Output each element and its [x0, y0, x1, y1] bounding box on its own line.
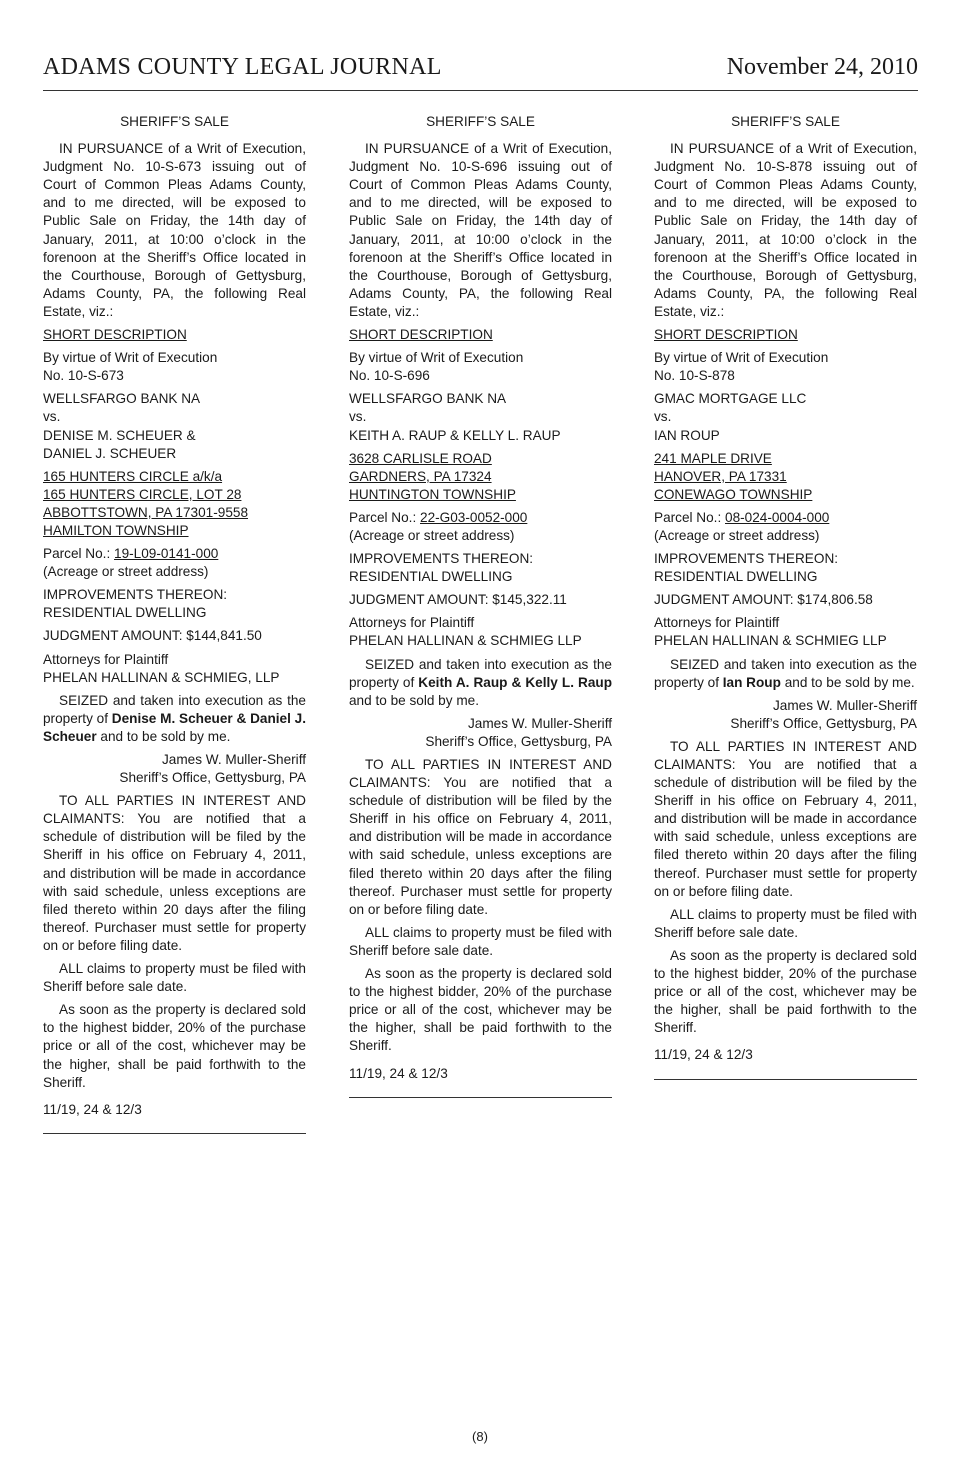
writ-block: [43, 349, 306, 385]
owner-names: Denise M. Scheuer & Daniel J. Scheuer: [43, 710, 306, 744]
parties-notice: TO ALL PARTIES IN INTEREST AND CLAIMANTS: You are notified that a schedule of distribution will be filed by the Sheriff in his office on February 4, 2011, and distribution will be made in accordance with said schedule, unless exceptions are filed thereto within 20 days after the filing thereof. Purchaser must settle for property on or before filing date.: [43, 793, 306, 953]
attorneys-block: [349, 614, 612, 650]
parcel-number: 08-024-0004-000: [725, 509, 830, 525]
claims-notice: ALL claims to property must be filed with Sheriff before sale date.: [654, 906, 917, 940]
property-address: [654, 450, 917, 504]
acreage-note: (Acreage or street address): [349, 527, 515, 543]
parcel-block: [349, 509, 612, 545]
parties-block: [349, 390, 612, 444]
versus: vs.: [654, 409, 672, 425]
column-divider: [349, 1097, 612, 1098]
judgment-amount: JUDGMENT AMOUNT: $145,322.11: [349, 592, 567, 608]
short-description-label: SHORT DESCRIPTION: [654, 327, 798, 343]
address-line: 3628 CARLISLE ROAD: [349, 450, 492, 466]
defendant: DANIEL J. SCHEUER: [43, 445, 177, 461]
address-line: HUNTINGTON TOWNSHIP: [349, 486, 516, 502]
improvements-label: IMPROVEMENTS THEREON:: [654, 551, 839, 567]
attorneys-label: Attorneys for Plaintiff: [43, 651, 169, 667]
short-description-label: SHORT DESCRIPTION: [349, 327, 493, 343]
attorneys-label: Attorneys for Plaintiff: [349, 615, 475, 631]
parcel-block: [43, 545, 306, 581]
parties-block: [654, 390, 917, 444]
improvements-value: RESIDENTIAL DWELLING: [654, 569, 818, 585]
parties-notice: TO ALL PARTIES IN INTEREST AND CLAIMANTS: You are notified that a schedule of distribution will be filed by the Sheriff in his office on February 4, 2011, and distribution will be made in accordance with said schedule, unless exceptions are filed thereto within 20 days after the filing thereof. Purchaser must settle for property on or before filing date.: [349, 757, 612, 917]
claims-notice: ALL claims to property must be filed with Sheriff before sale date.: [43, 961, 306, 995]
versus: vs.: [349, 409, 367, 425]
parcel-label: Parcel No.:: [654, 509, 726, 525]
claims-notice: ALL claims to property must be filed with Sheriff before sale date.: [349, 924, 612, 958]
acreage-note: (Acreage or street address): [654, 527, 820, 543]
improvements-block: [349, 550, 612, 586]
notice-intro: IN PURSUANCE of a Writ of Execution, Judgment No. 10-S-878 issuing out of Court of Common Pleas Adams County, and to me directed, will be exposed to Public Sale on Friday, the 14th day of January, 2011, at 10:00 o’clock in the forenoon at the Sheriff’s Office located in the Courthouse, Borough of Gettysburg, Adams County, PA, the following Real Estate, viz.:: [654, 141, 917, 319]
notice-intro: IN PURSUANCE of a Writ of Execution, Judgment No. 10-S-673 issuing out of Court of Common Pleas Adams County, and to me directed, will be exposed to Public Sale on Friday, the 14th day of January, 2011, at 10:00 o’clock in the forenoon at the Sheriff’s Office located in the Courthouse, Borough of Gettysburg, Adams County, PA, the following Real Estate, viz.:: [43, 141, 306, 319]
owner-names: Ian Roup: [722, 674, 781, 690]
attorneys-name: PHELAN HALLINAN & SCHMIEG LLP: [654, 633, 887, 649]
address-line: 241 MAPLE DRIVE: [654, 450, 772, 466]
column-divider: [654, 1079, 917, 1080]
improvements-label: IMPROVEMENTS THEREON:: [43, 587, 228, 603]
notice-heading: SHERIFF’S SALE: [426, 114, 535, 129]
writ-block: [349, 349, 612, 385]
seized-statement: SEIZED and taken into execution as the property of Ian Roup and to be sold by me.: [654, 656, 917, 690]
signer-office: Sheriff’s Office, Gettysburg, PA: [425, 733, 612, 749]
signature-block: [349, 715, 612, 751]
writ-line: By virtue of Writ of Execution: [43, 350, 218, 366]
notice-column-1: [43, 113, 306, 1134]
page-number: (8): [472, 1429, 488, 1444]
defendant: DENISE M. SCHEUER &: [43, 427, 196, 443]
parties-notice: TO ALL PARTIES IN INTEREST AND CLAIMANTS: You are notified that a schedule of distribution will be filed by the Sheriff in his office on February 4, 2011, and distribution will be made in accordance with said schedule, unless exceptions are filed thereto within 20 days after the filing thereof. Purchaser must settle for property on or before filing date.: [654, 738, 917, 899]
payment-notice: As soon as the property is declared sold to the highest bidder, 20% of the purchase price or all of the cost, whichever may be the higher, shall be paid forthwith to the Sheriff.: [654, 947, 917, 1036]
versus: vs.: [43, 409, 61, 425]
plaintiff: WELLSFARGO BANK NA: [349, 391, 507, 407]
address-line: HAMILTON TOWNSHIP: [43, 522, 189, 538]
signer-office: Sheriff’s Office, Gettysburg, PA: [119, 770, 306, 786]
writ-number: No. 10-S-696: [349, 368, 430, 384]
improvements-value: RESIDENTIAL DWELLING: [349, 569, 513, 585]
signature-block: [43, 751, 306, 787]
property-address: [349, 450, 612, 504]
improvements-block: [654, 550, 917, 586]
signer-office: Sheriff’s Office, Gettysburg, PA: [730, 715, 917, 731]
payment-notice: As soon as the property is declared sold to the highest bidder, 20% of the purchase price or all of the cost, whichever may be the higher, shall be paid forthwith to the Sheriff.: [43, 1002, 306, 1090]
improvements-value: RESIDENTIAL DWELLING: [43, 605, 207, 621]
notice-heading: SHERIFF’S SALE: [731, 114, 840, 129]
defendant: IAN ROUP: [654, 427, 720, 443]
attorneys-name: PHELAN HALLINAN & SCHMIEG, LLP: [43, 669, 280, 685]
signer-name: James W. Muller-Sheriff: [161, 752, 306, 767]
attorneys-name: PHELAN HALLINAN & SCHMIEG LLP: [349, 633, 582, 649]
parties-block: [43, 390, 306, 462]
notice-column-2: [349, 113, 612, 1098]
masthead: [43, 54, 918, 91]
attorneys-label: Attorneys for Plaintiff: [654, 615, 780, 631]
attorneys-block: [654, 614, 917, 650]
address-line: HANOVER, PA 17331: [654, 468, 787, 484]
publication-dates: 11/19, 24 & 12/3: [43, 1101, 142, 1117]
writ-block: [654, 349, 917, 385]
judgment-amount: JUDGMENT AMOUNT: $174,806.58: [654, 592, 873, 608]
owner-names: Keith A. Raup & Kelly L. Raup: [418, 674, 612, 690]
notice-heading: SHERIFF’S SALE: [120, 114, 229, 129]
seized-statement: SEIZED and taken into execution as the property of Denise M. Scheuer & Daniel J. Scheuer and to be sold by me.: [43, 692, 306, 744]
property-address: [43, 468, 306, 540]
parcel-label: Parcel No.:: [349, 509, 421, 525]
seized-statement: SEIZED and taken into execution as the property of Keith A. Raup & Kelly L. Raup and to be sold by me.: [349, 656, 612, 708]
publication-dates: 11/19, 24 & 12/3: [654, 1047, 753, 1063]
address-line: GARDNERS, PA 17324: [349, 468, 492, 484]
plaintiff: GMAC MORTGAGE LLC: [654, 391, 807, 407]
short-description-label: SHORT DESCRIPTION: [43, 327, 187, 343]
address-line: CONEWAGO TOWNSHIP: [654, 486, 813, 502]
plaintiff: WELLSFARGO BANK NA: [43, 391, 201, 407]
payment-notice: As soon as the property is declared sold to the highest bidder, 20% of the purchase price or all of the cost, whichever may be the higher, shall be paid forthwith to the Sheriff.: [349, 966, 612, 1054]
improvements-label: IMPROVEMENTS THEREON:: [349, 551, 534, 567]
journal-title: ADAMS COUNTY LEGAL JOURNAL: [43, 54, 442, 80]
acreage-note: (Acreage or street address): [43, 564, 209, 580]
parcel-number: 19-L09-0141-000: [114, 546, 219, 562]
column-divider: [43, 1133, 306, 1134]
issue-date: November 24, 2010: [726, 54, 918, 80]
parcel-number: 22-G03-0052-000: [420, 509, 528, 525]
notice-column-3: [654, 113, 917, 1080]
signer-name: James W. Muller-Sheriff: [772, 697, 917, 713]
signature-block: [654, 697, 917, 733]
address-line: ABBOTTSTOWN, PA 17301-9558: [43, 504, 249, 520]
parcel-label: Parcel No.:: [43, 546, 115, 562]
improvements-block: [43, 586, 306, 622]
address-line: 165 HUNTERS CIRCLE, LOT 28: [43, 486, 242, 502]
writ-number: No. 10-S-673: [43, 368, 124, 384]
judgment-amount: JUDGMENT AMOUNT: $144,841.50: [43, 628, 262, 644]
writ-line: By virtue of Writ of Execution: [654, 350, 829, 366]
attorneys-block: [43, 651, 306, 687]
signer-name: James W. Muller-Sheriff: [467, 715, 612, 731]
parcel-block: [654, 509, 917, 545]
writ-line: By virtue of Writ of Execution: [349, 350, 524, 366]
notice-intro: IN PURSUANCE of a Writ of Execution, Judgment No. 10-S-696 issuing out of Court of Common Pleas Adams County, and to me directed, will be exposed to Public Sale on Friday, the 14th day of January, 2011, at 10:00 o’clock in the forenoon at the Sheriff’s Office located in the Courthouse, Borough of Gettysburg, Adams County, PA, the following Real Estate, viz.:: [349, 141, 612, 319]
address-line: 165 HUNTERS CIRCLE a/k/a: [43, 468, 223, 484]
publication-dates: 11/19, 24 & 12/3: [349, 1065, 448, 1081]
defendant: KEITH A. RAUP & KELLY L. RAUP: [349, 427, 561, 443]
writ-number: No. 10-S-878: [654, 368, 735, 384]
